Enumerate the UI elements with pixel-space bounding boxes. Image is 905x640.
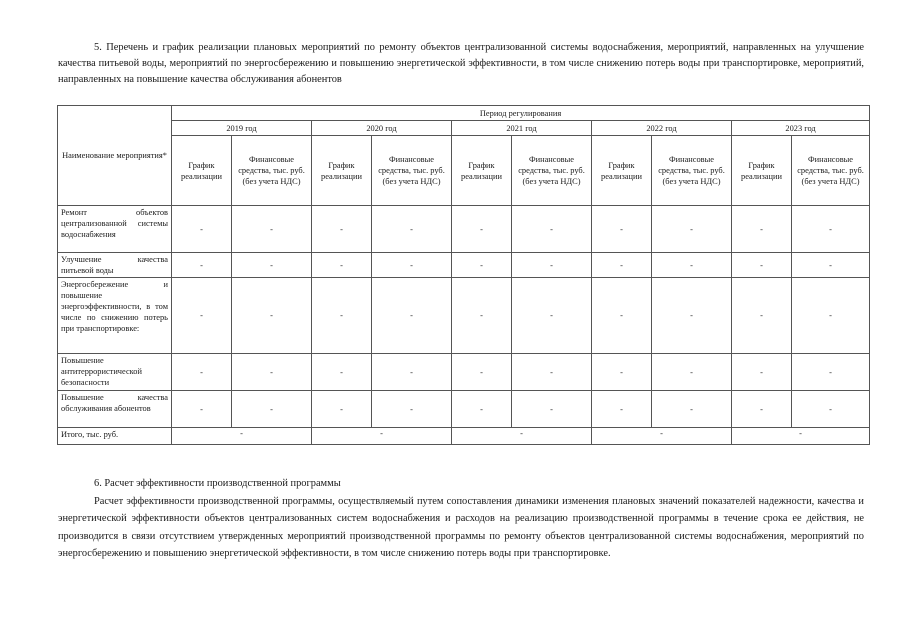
year-header: 2020 год bbox=[312, 121, 452, 136]
table-cell: - bbox=[452, 278, 512, 354]
funds-subheader: Финансовые средства, тыс. руб. (без учета НДС) bbox=[792, 136, 870, 206]
total-cell: - bbox=[312, 428, 452, 445]
funds-subheader: Финансовые средства, тыс. руб. (без учета НДС) bbox=[512, 136, 592, 206]
table-cell: - bbox=[792, 278, 870, 354]
table-cell: - bbox=[232, 206, 312, 253]
table-cell: - bbox=[312, 391, 372, 428]
activity-name: Повышение качества обслуживания абонентов bbox=[58, 391, 172, 428]
activity-name: Повышение антитеррористической безопасности bbox=[58, 354, 172, 391]
year-header: 2022 год bbox=[592, 121, 732, 136]
table-cell: - bbox=[652, 354, 732, 391]
activity-name: Ремонт объектов централизованной системы водоснабжения bbox=[58, 206, 172, 253]
table-cell: - bbox=[452, 391, 512, 428]
schedule-subheader: График реализации bbox=[732, 136, 792, 206]
section-6 bbox=[58, 475, 864, 563]
activities-table-container bbox=[57, 105, 869, 445]
schedule-subheader: График реализации bbox=[592, 136, 652, 206]
table-cell: - bbox=[792, 253, 870, 278]
table-cell: - bbox=[652, 206, 732, 253]
table-cell: - bbox=[312, 206, 372, 253]
table-cell: - bbox=[512, 391, 592, 428]
table-cell: - bbox=[172, 354, 232, 391]
table-cell: - bbox=[232, 354, 312, 391]
table-cell: - bbox=[372, 206, 452, 253]
table-cell: - bbox=[372, 354, 452, 391]
table-cell: - bbox=[732, 278, 792, 354]
table-cell: - bbox=[452, 354, 512, 391]
table-cell: - bbox=[512, 354, 592, 391]
table-cell: - bbox=[452, 253, 512, 278]
activities-table bbox=[57, 105, 870, 445]
funds-subheader: Финансовые средства, тыс. руб. (без учета НДС) bbox=[652, 136, 732, 206]
table-row bbox=[58, 278, 870, 354]
table-cell: - bbox=[652, 391, 732, 428]
table-cell: - bbox=[512, 206, 592, 253]
table-cell: - bbox=[592, 253, 652, 278]
total-cell: - bbox=[172, 428, 312, 445]
table-cell: - bbox=[592, 391, 652, 428]
table-cell: - bbox=[172, 278, 232, 354]
table-cell: - bbox=[592, 354, 652, 391]
table-cell: - bbox=[592, 206, 652, 253]
table-cell: - bbox=[172, 391, 232, 428]
table-cell: - bbox=[312, 253, 372, 278]
total-row bbox=[58, 428, 870, 445]
table-cell: - bbox=[312, 278, 372, 354]
table-cell: - bbox=[372, 278, 452, 354]
total-cell: - bbox=[732, 428, 870, 445]
table-row bbox=[58, 253, 870, 278]
table-cell: - bbox=[732, 206, 792, 253]
section-6-title: 6. Расчет эффективности производственной программы bbox=[94, 478, 341, 489]
year-header: 2019 год bbox=[172, 121, 312, 136]
funds-subheader: Финансовые средства, тыс. руб. (без учета НДС) bbox=[372, 136, 452, 206]
table-row bbox=[58, 354, 870, 391]
funds-subheader: Финансовые средства, тыс. руб. (без учета НДС) bbox=[232, 136, 312, 206]
table-cell: - bbox=[592, 278, 652, 354]
table-cell: - bbox=[512, 278, 592, 354]
schedule-subheader: График реализации bbox=[312, 136, 372, 206]
table-cell: - bbox=[172, 206, 232, 253]
section-5-heading: 5. Перечень и график реализации плановых мероприятий по ремонту объектов централизованной системы водоснабжения, мероприятий, направленных на улучшение качества питьевой воды, мероприятий по энергосбережению и повышению энергетической эффективности, в том числе снижению потерь воды при транспортировке, мероприятий, направленных на повышение качества обслуживания абонентов bbox=[58, 42, 864, 85]
schedule-subheader: График реализации bbox=[172, 136, 232, 206]
table-cell: - bbox=[512, 253, 592, 278]
table-cell: - bbox=[732, 354, 792, 391]
activity-name: Энергосбережение и повышение энергоэффективности, в том числе по снижению потерь при транспортировке: bbox=[58, 278, 172, 354]
total-label: Итого, тыс. руб. bbox=[58, 428, 172, 445]
table-cell: - bbox=[792, 354, 870, 391]
table-cell: - bbox=[232, 278, 312, 354]
total-cell: - bbox=[452, 428, 592, 445]
table-cell: - bbox=[232, 391, 312, 428]
table-cell: - bbox=[172, 253, 232, 278]
table-cell: - bbox=[232, 253, 312, 278]
year-header: 2023 год bbox=[732, 121, 870, 136]
total-cell: - bbox=[592, 428, 732, 445]
schedule-subheader: График реализации bbox=[452, 136, 512, 206]
table-cell: - bbox=[312, 354, 372, 391]
table-cell: - bbox=[452, 206, 512, 253]
year-header: 2021 год bbox=[452, 121, 592, 136]
table-row bbox=[58, 206, 870, 253]
table-cell: - bbox=[792, 206, 870, 253]
table-cell: - bbox=[652, 253, 732, 278]
table-cell: - bbox=[372, 253, 452, 278]
activity-name: Улучшение качества питьевой воды bbox=[58, 253, 172, 278]
section-6-body: Расчет эффективности производственной программы, осуществляемый путем сопоставления динамики изменения плановых значений показателей надежности, качества и энергетической эффективности объектов централизованных систем водоснабжения и расходов на реализацию производственной программы в течение срока ее действия, не производится в связи отсутствием утвержденных мероприятий производственной программы по ремонту объектов централизованной системы водоснабжения, мероприятий по энергосбережению и повышению энергетической эффективности, в том числе снижению потерь воды при транспортировке. bbox=[58, 495, 864, 559]
table-cell: - bbox=[652, 278, 732, 354]
table-row bbox=[58, 391, 870, 428]
table-cell: - bbox=[732, 391, 792, 428]
name-column-header: Наименование мероприятия* bbox=[58, 106, 172, 206]
period-header: Период регулирования bbox=[172, 106, 870, 121]
table-cell: - bbox=[732, 253, 792, 278]
table-cell: - bbox=[372, 391, 452, 428]
table-cell: - bbox=[792, 391, 870, 428]
